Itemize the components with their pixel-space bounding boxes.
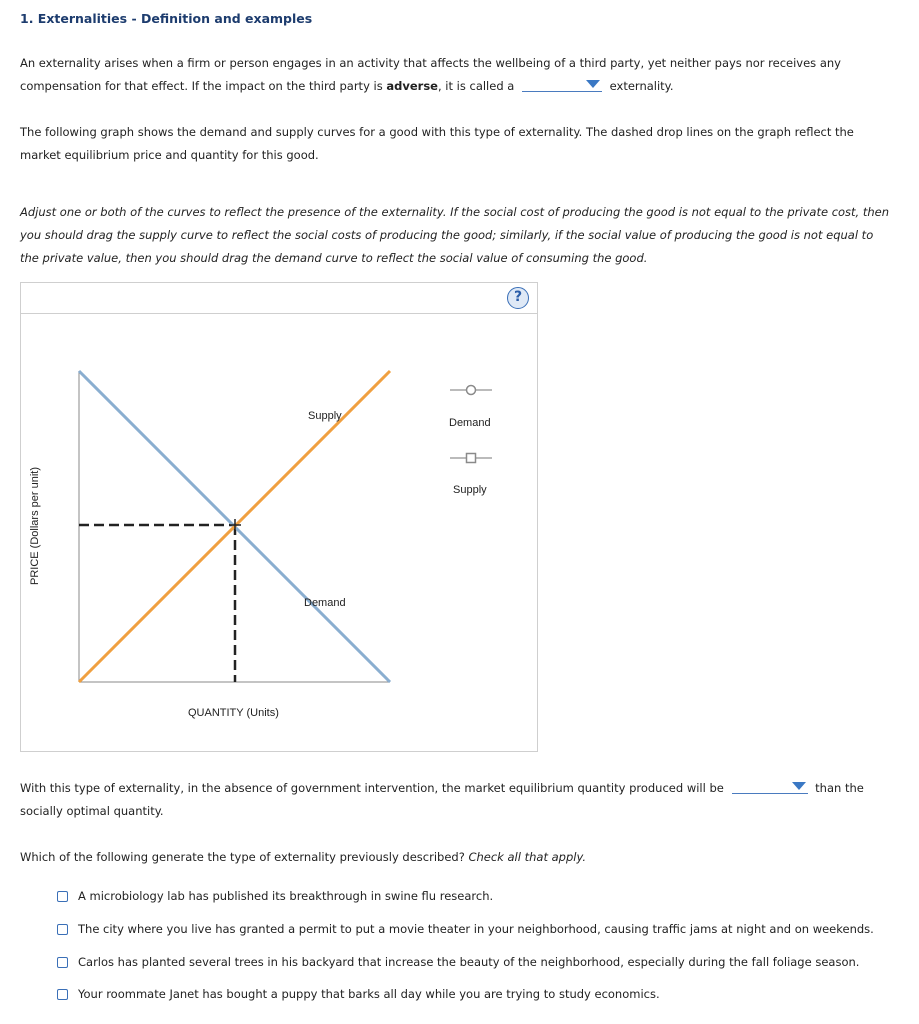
dropdown-arrow-icon	[792, 782, 806, 790]
checkbox[interactable]	[57, 924, 68, 935]
y-axis-label: PRICE (Dollars per unit)	[29, 467, 41, 585]
question-title: 1. Externalities - Definition and examples	[20, 11, 313, 26]
instr-line-2: you should drag the supply curve to reflect the social costs of producing the good; similarly, if the social value of producing the good is not equal to	[20, 228, 874, 242]
option-label: Carlos has planted several trees in his backyard that increase the beauty of the neighborhood, especially during the fall foliage season.	[78, 955, 860, 969]
followup-text: With this type of externality, in the absence of government intervention, the market equilibrium quantity produced will be	[20, 781, 724, 795]
instr-line-1: Adjust one or both of the curves to reflect the presence of the externality. If the social cost of producing the good is not equal to the private cost, then	[20, 205, 890, 219]
followup-line-1	[20, 777, 864, 800]
check-prompt-text: Which of the following generate the type of externality previously described?	[20, 850, 465, 864]
option-label: The city where you live has granted a permit to put a movie theater in your neighborhood, causing traffic jams at night and on weekends.	[78, 922, 874, 936]
help-icon[interactable]: ?	[507, 287, 529, 309]
option-label: Your roommate Janet has bought a puppy that barks all day while you are trying to study economics.	[78, 987, 660, 1001]
graph-desc-line-2: market equilibrium price and quantity for this good.	[20, 148, 319, 162]
option-row[interactable]	[57, 955, 859, 969]
intro-line-1: An externality arises when a firm or person engages in an activity that affects the wellbeing of a third party, yet neither pays nor receives any	[20, 56, 841, 70]
checkbox[interactable]	[57, 891, 68, 902]
legend-demand-label: Demand	[449, 417, 491, 429]
checkbox[interactable]	[57, 957, 68, 968]
graph-desc-line-1: The following graph shows the demand and supply curves for a good with this type of externality. The dashed drop lines on the graph reflect the	[20, 125, 854, 139]
option-row[interactable]	[57, 922, 874, 936]
legend-supply-square-icon[interactable]	[467, 454, 476, 463]
check-prompt	[20, 846, 586, 869]
intro-text-end: externality.	[609, 79, 674, 93]
adverse-bold: adverse	[386, 79, 438, 93]
checkbox[interactable]	[57, 989, 68, 1000]
quantity-comparison-dropdown[interactable]	[732, 779, 808, 794]
followup-paragraph	[20, 777, 864, 823]
demand-curve-label: Demand	[304, 597, 346, 609]
instr-line-3: the private value, then you should drag the demand curve to reflect the social value of consuming the good.	[20, 251, 648, 265]
x-axis-label: QUANTITY (Units)	[188, 707, 279, 719]
intro-text: compensation for that effect. If the impact on the third party is	[20, 79, 387, 93]
followup-text-end: than the	[815, 781, 864, 795]
followup-line-2: socially optimal quantity.	[20, 804, 164, 818]
supply-curve-label: Supply	[308, 410, 342, 422]
option-label: A microbiology lab has published its breakthrough in swine flu research.	[78, 889, 494, 903]
check-prompt-italic: Check all that apply.	[468, 850, 587, 864]
legend-supply-label: Supply	[453, 484, 487, 496]
intro-text-mid: , it is called a	[437, 79, 515, 93]
option-row[interactable]	[57, 889, 493, 903]
option-row[interactable]	[57, 987, 660, 1001]
legend-demand-circle-icon[interactable]	[467, 386, 476, 395]
